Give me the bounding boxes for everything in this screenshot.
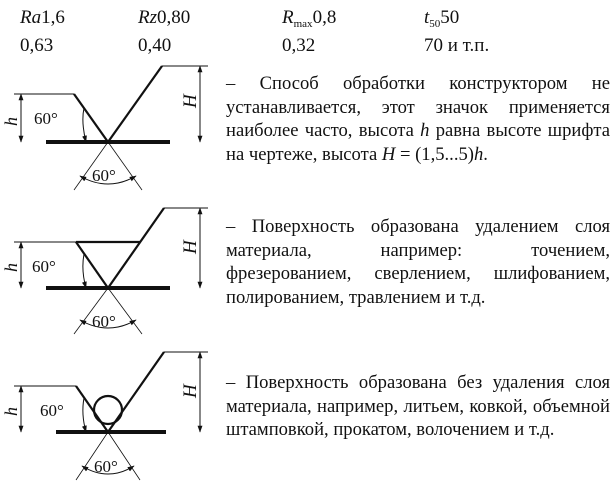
roughness-symbol-basic xyxy=(0,62,216,194)
h-label: h xyxy=(1,117,21,126)
description-no-removal: – Поверхность образована без удаления слоя материала, например, литьем, ковкой, объемной штамповкой, прокатом, волочением и т.д. xyxy=(226,372,610,441)
h-label: h xyxy=(1,263,21,272)
angle-label-bottom: 60° xyxy=(94,457,118,476)
roughness-row-2 xyxy=(0,34,616,58)
H-label: H xyxy=(180,94,201,108)
angle-label-bottom: 60° xyxy=(92,312,116,331)
angle-label-top: 60° xyxy=(32,257,56,276)
t50-param: $t_{50}50$ xyxy=(424,7,460,30)
roughness-row-1 xyxy=(0,6,616,30)
ra-example: 0,63 xyxy=(20,35,54,56)
rz-example: 0,40 xyxy=(138,35,172,56)
angle-label-top: 60° xyxy=(40,401,64,420)
H-label: H xyxy=(180,384,201,398)
h-label: h xyxy=(1,407,21,416)
ra-param: Ra1,6 xyxy=(20,7,65,28)
H-label: H xyxy=(180,240,201,254)
rz-param: Rz0,80 xyxy=(138,7,191,28)
rmax-param: $R_{max}0,8$ xyxy=(282,7,337,30)
description-material-removed: – Поверхность образована удалением слоя материала, например: точением, фрезерованием, сверлением, шлифованием, полированием, травлением и т.д. xyxy=(226,216,610,308)
description-basic: – Способ обработки конструктором не устанавливается, этот значок применяется наиболее часто, высота h равна высоте шрифта на чертеже, высота H = (1,5...5)h. xyxy=(226,73,610,165)
rmax-example: 0,32 xyxy=(282,35,316,56)
roughness-symbol-material-removed xyxy=(0,200,216,338)
t50-example: 70 и т.п. xyxy=(424,35,490,56)
angle-label-bottom: 60° xyxy=(92,166,116,185)
angle-label-top: 60° xyxy=(34,109,58,128)
roughness-symbol-no-removal xyxy=(0,344,216,487)
